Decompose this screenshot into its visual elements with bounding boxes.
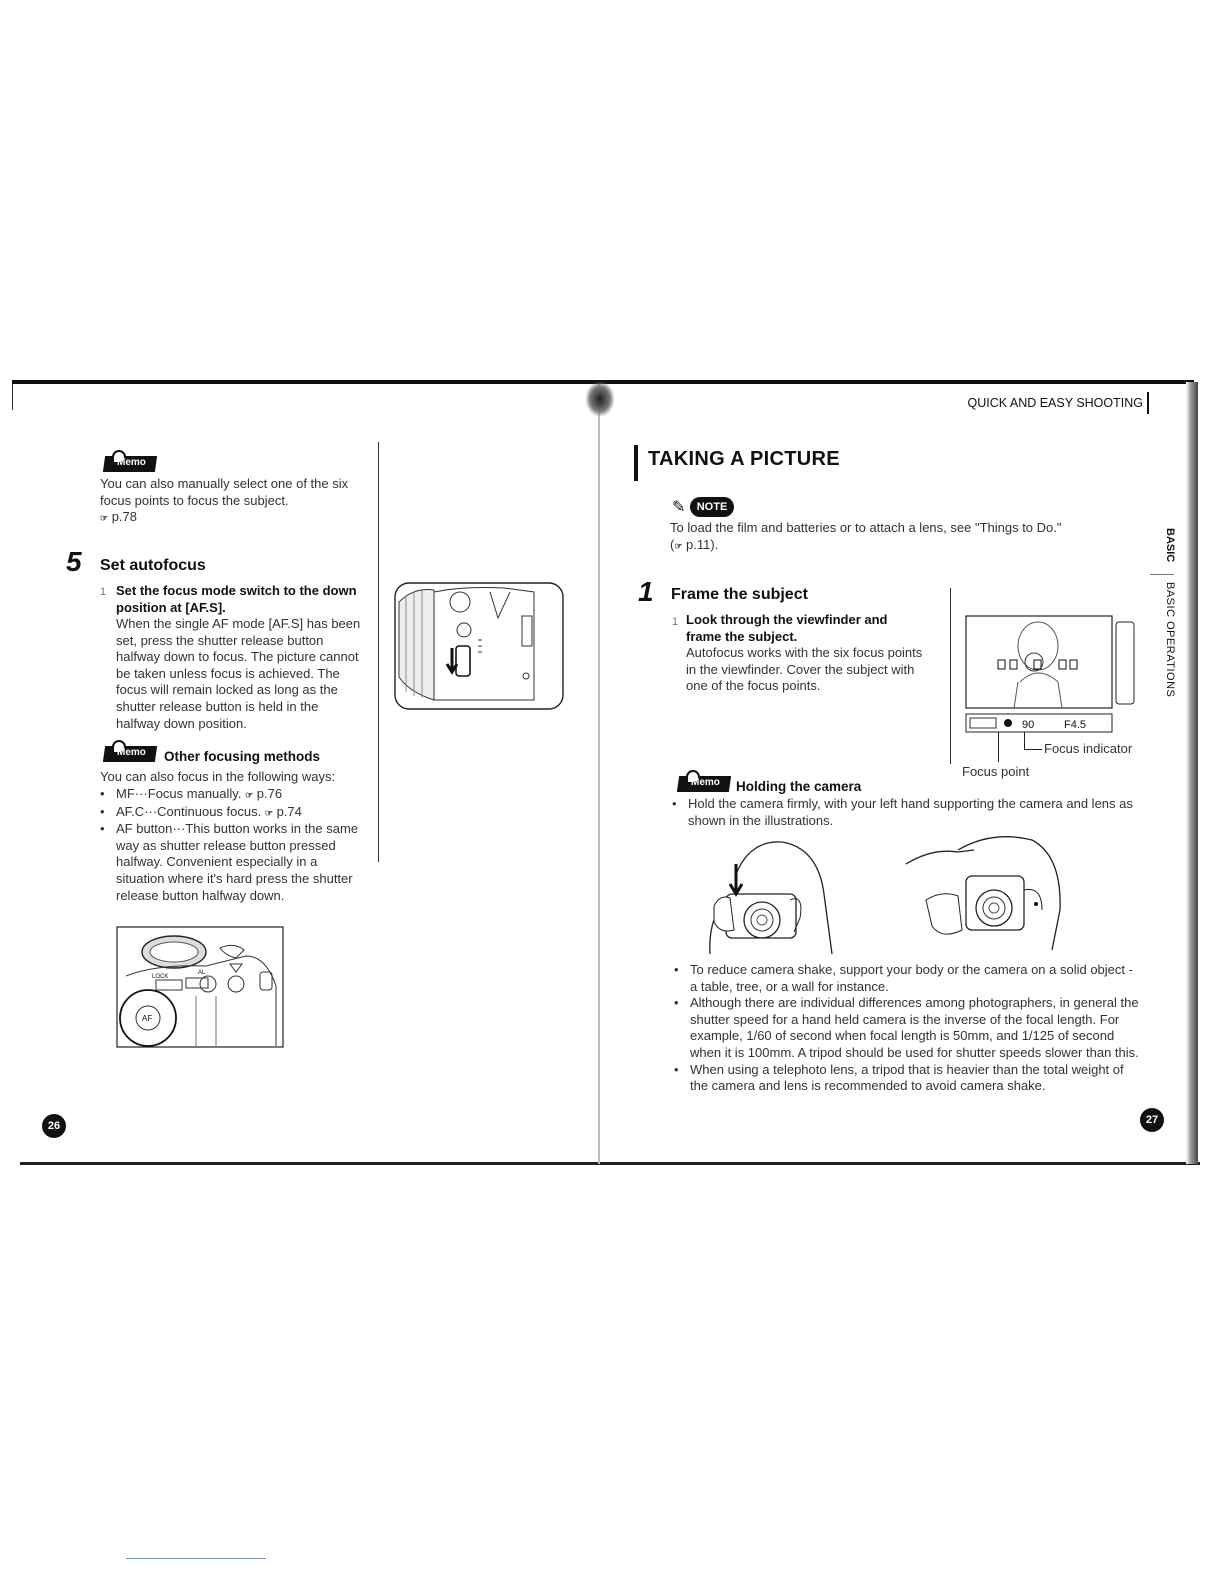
- focus-point-label: Focus point: [962, 764, 1030, 779]
- step5-number: 5: [66, 546, 82, 577]
- dial-label-lock: LOCK: [152, 974, 169, 980]
- step5-body: When the single AF mode [AF.S] has been set, press the shutter release button halfway down to focus. The picture cannot be taken unless focus is achieved. The focus will remain locked as long as the shutter release button is held in the halfway down position.: [116, 616, 361, 731]
- column-divider: [378, 442, 379, 862]
- step1-number: 1: [638, 576, 654, 607]
- memo2-intro: You can also focus in the following ways:: [100, 769, 336, 784]
- memo3-title: Holding the camera: [736, 779, 862, 794]
- step1-sub-number: 1: [672, 616, 679, 628]
- step5-sub-number: 1: [100, 586, 107, 598]
- top-rule-left-tick: [12, 384, 13, 410]
- page-ref-icon: ☞: [245, 790, 254, 800]
- memo1-text: You can also manually select one of the six focus points to focus the subject. ☞ p.78: [100, 476, 349, 525]
- page-ref-icon: ☞: [264, 807, 273, 818]
- list-item: • To reduce camera shake, support your body or the camera on a solid object - a table, tree, or a wall for instance.: [674, 962, 1140, 995]
- gutter-line: [598, 384, 600, 1164]
- focus-indicator-label: Focus indicator: [1044, 741, 1133, 756]
- memo-icon: Memo: [678, 770, 730, 792]
- viewfinder-shutter: 90: [1022, 719, 1035, 731]
- memo-icon: Memo: [104, 450, 156, 472]
- page-number-right: 27: [1140, 1108, 1164, 1132]
- note-label: NOTE: [690, 497, 734, 517]
- step1-title: Frame the subject: [671, 586, 808, 603]
- bottom-link-underline: [126, 1558, 266, 1559]
- column-divider: [950, 588, 951, 764]
- memo1-ref: p.78: [111, 509, 138, 525]
- list-item: • When using a telephoto lens, a tripod that is heavier than the total weight of the camera and lens is recommended to avoid camera shake.: [674, 1062, 1140, 1095]
- memo3-list: [674, 962, 1140, 1095]
- step5-title: Set autofocus: [100, 557, 206, 574]
- camera-lens-illustration: [394, 582, 564, 710]
- step1-body: Autofocus works with the six focus points in the viewfinder. Cover the subject with one of the focus points.: [686, 645, 923, 694]
- dial-label-al: AL: [198, 970, 206, 976]
- holding-camera-front-illustration: [700, 834, 844, 958]
- viewfinder-illustration: [962, 612, 1138, 740]
- list-item: • Although there are individual differences among photographers, in general the shutter speed for a hand held camera is the inverse of the focal length. For example, 1/60 of second when focal length is 50mm, and 1/125 of second when it is 100mm. A tripod should be used for shutter speeds slower than this.: [674, 995, 1140, 1061]
- pen-icon: ✎: [672, 499, 686, 516]
- header-marker: [1147, 392, 1149, 414]
- step1-sub-title: Look through the viewfinder and frame the subject.: [686, 612, 888, 644]
- focus-indicator-leader-h: [1024, 749, 1042, 750]
- title-bar-marker: [634, 445, 638, 481]
- list-item: • AF.C···Continuous focus. ☞ p.74: [100, 804, 366, 822]
- note-text: To load the film and batteries or to attach a lens, see "Things to Do." (☞ p.11).: [670, 520, 1062, 552]
- step5-sub-title: Set the focus mode switch to the down position at [AF.S].: [116, 583, 357, 615]
- bottom-rule: [20, 1162, 1200, 1165]
- focus-point-leader: [998, 732, 999, 762]
- note-icon: [672, 495, 736, 521]
- af-button-label: AF: [142, 1014, 153, 1023]
- list-item: • AF button···This button works in the same way as shutter release button pressed halfway. Convenient especially in a situation where it's hard press the shutter release button halfway down.: [100, 821, 366, 904]
- page-title: TAKING A PICTURE: [648, 448, 840, 470]
- memo2-title: Other focusing methods: [164, 749, 321, 764]
- sidebar-basic: BASIC: [1164, 528, 1176, 563]
- holding-camera-side-illustration: [902, 830, 1066, 954]
- memo-icon: Memo: [104, 740, 156, 762]
- page-number-left: 26: [42, 1114, 66, 1138]
- viewfinder-aperture: F4.5: [1064, 719, 1087, 731]
- list-item: • Hold the camera firmly, with your left hand supporting the camera and lens as shown in the illustrations.: [672, 796, 1152, 829]
- memo2-list: [100, 786, 366, 904]
- focus-indicator-leader: [1024, 732, 1025, 750]
- camera-top-dial-illustration: [116, 926, 284, 1048]
- gutter-binding: [586, 382, 614, 416]
- sidebar-basic-operations: BASIC OPERATIONS: [1164, 582, 1176, 698]
- page-ref-icon: ☞: [674, 540, 683, 551]
- list-item: • MF···Focus manually. ☞ p.76: [100, 786, 366, 804]
- header-section-title: QUICK AND EASY SHOOTING: [967, 396, 1143, 410]
- page-ref-icon: ☞: [100, 513, 109, 524]
- sidebar-divider: [1150, 574, 1174, 575]
- right-page-edge: [1186, 382, 1198, 1164]
